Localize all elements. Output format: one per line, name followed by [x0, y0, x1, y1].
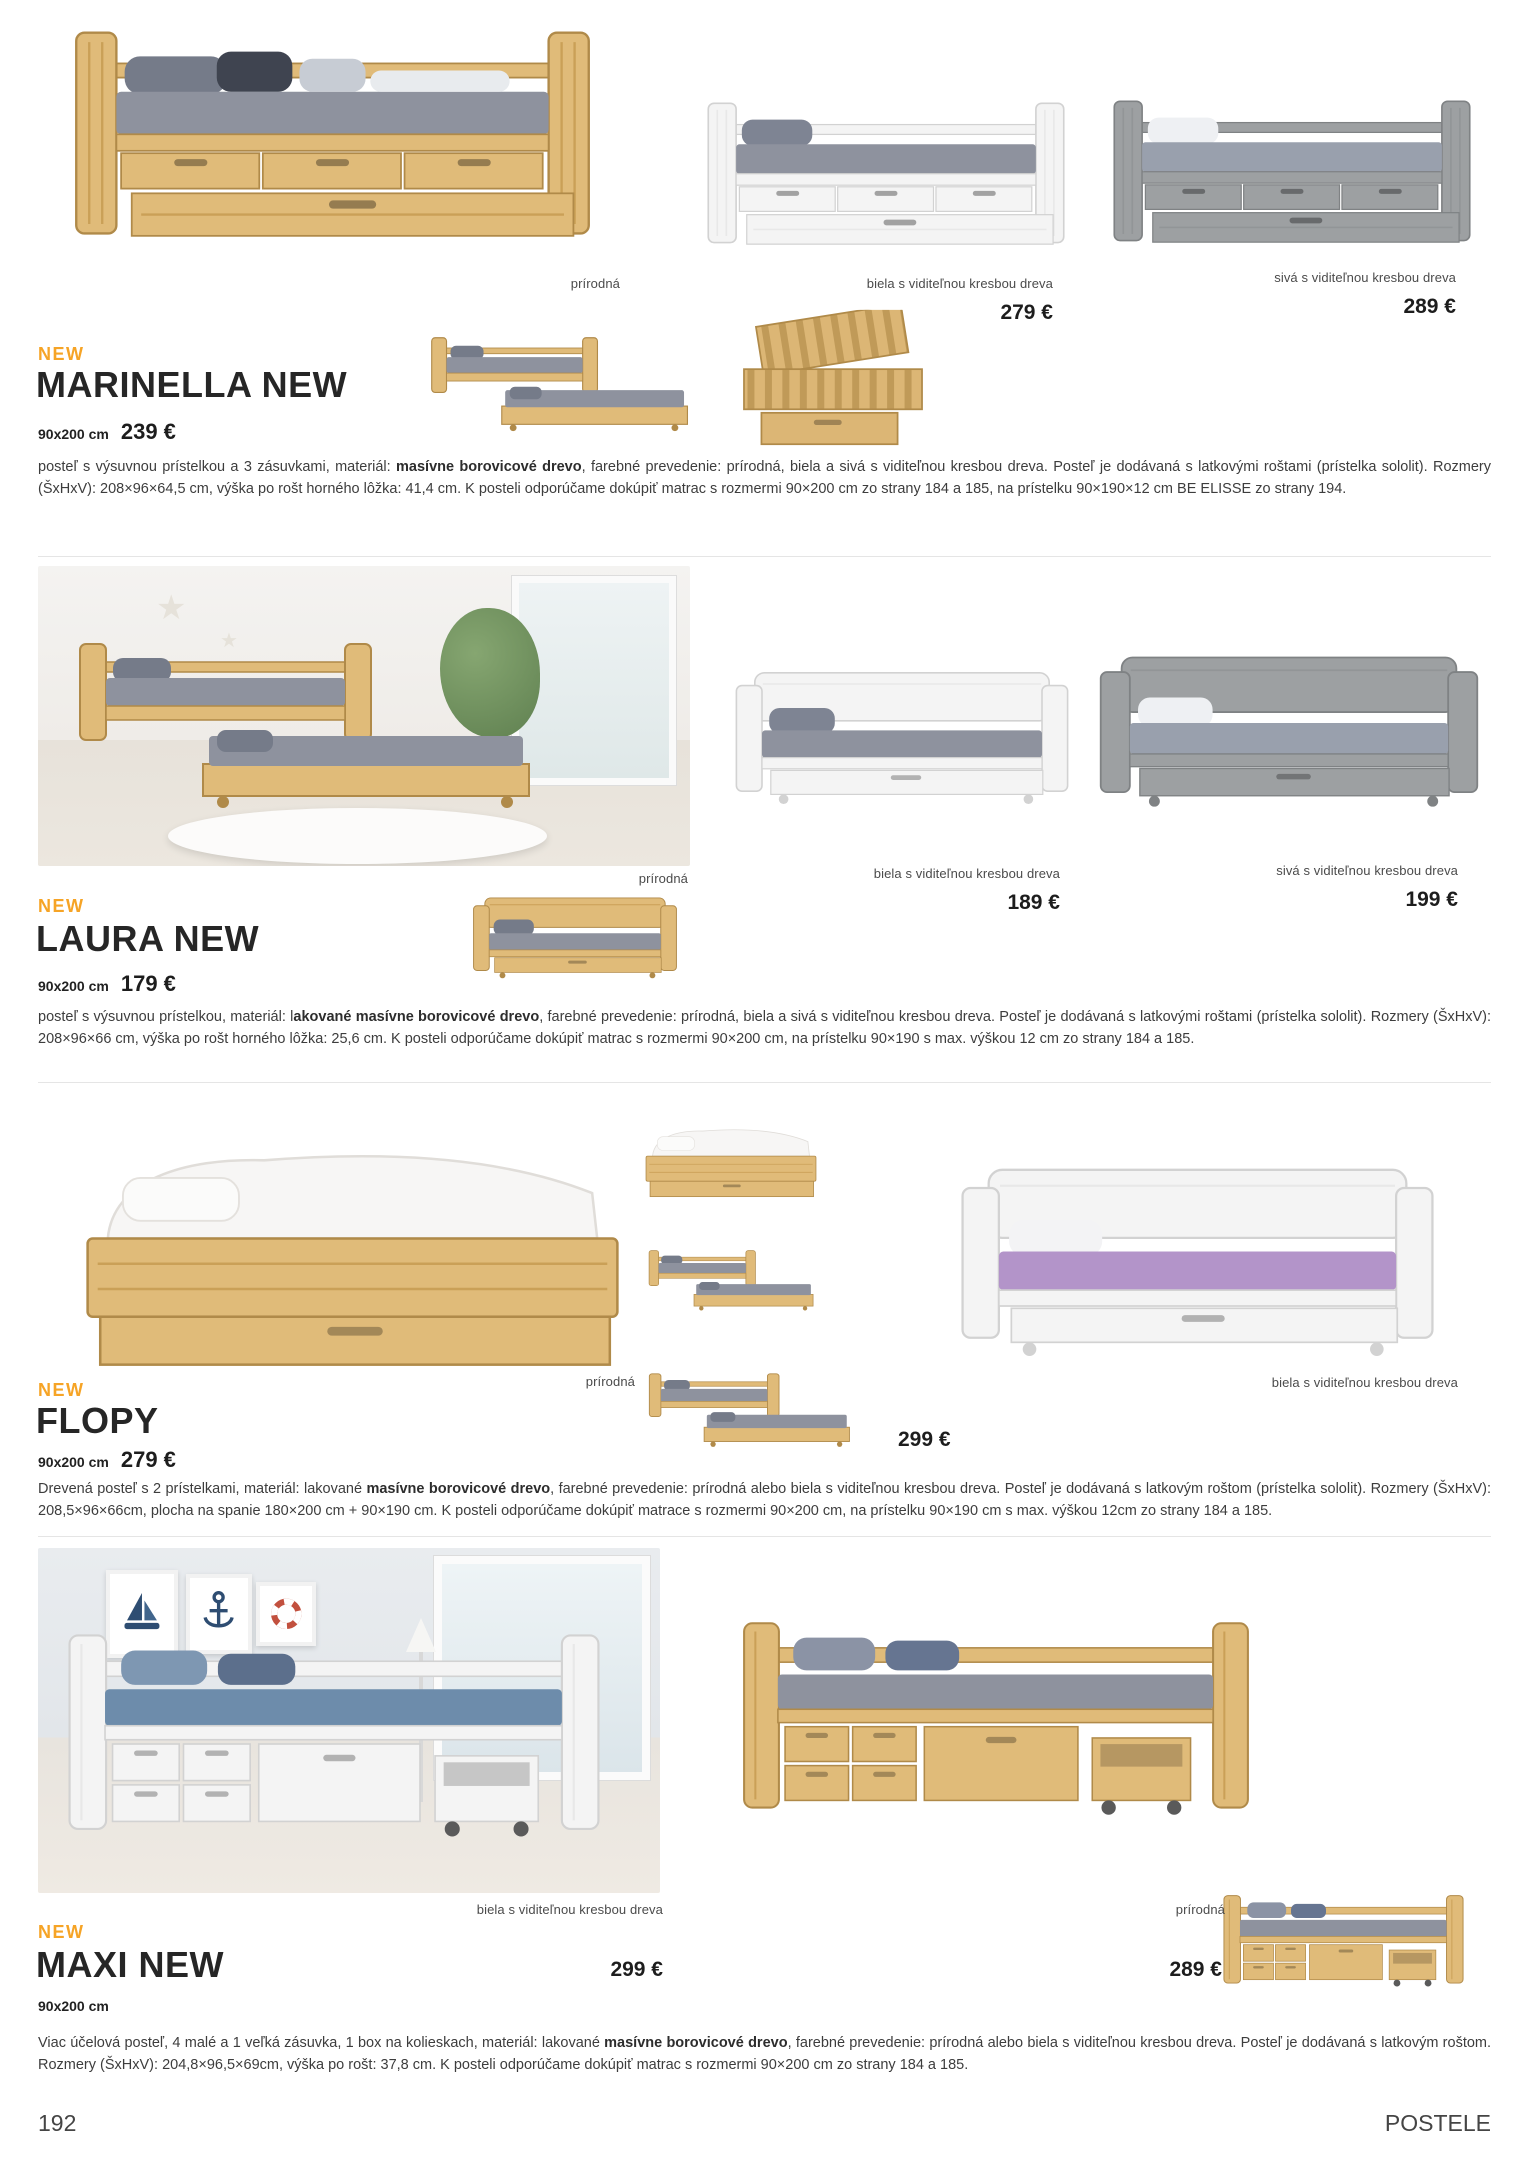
product-description [38, 2032, 1491, 2076]
variant-caption: biela s viditeľnou kresbou dreva [1271, 1375, 1458, 1390]
product-size: 90x200 cm [38, 1454, 109, 1470]
description-bold: masívne borovicové drevo [366, 1481, 551, 1497]
section-divider [38, 1082, 1491, 1083]
photo-marinella-white [700, 100, 1072, 272]
description-bold: masívne borovicové drevo [396, 459, 582, 475]
variant-caption: sivá s viditeľnou kresbou dreva [1274, 270, 1456, 285]
photo-laura-white [734, 640, 1070, 856]
description-text: , farebné prevedenie: prírodná, biela a sivá s viditeľnou kresbou dreva. Posteľ je dodávaná s latkovými roštami (prístelka sololit). Rozmery (ŠxHxV): 208×96×64,5 cm, výška po rošt horného lôžka: 41,4 cm. K posteli odporúčame dokúpiť matrac s rozmermi 90×200 cm zo strany 184 a 185, na prístelku 90×190×12 cm BE ELISSE zo strany 194. [38, 459, 1492, 497]
description-bold: akované masívne borovicové drevo [293, 1009, 540, 1025]
product-name: MAXI NEW [36, 1944, 224, 1985]
photo-laura-grey [1098, 633, 1480, 853]
variant-price: 279 € [1000, 301, 1053, 324]
photo-marinella-trundle-open [430, 330, 692, 456]
section-divider [38, 556, 1491, 557]
description-text: posteľ s výsuvnou prístelkou a 3 zásuvkami, materiál: [38, 459, 397, 475]
photo-flopy-open-small [648, 1368, 853, 1466]
new-badge: NEW [38, 896, 85, 916]
product-name: FLOPY [36, 1400, 159, 1441]
variant-caption: prírodná [570, 276, 620, 291]
section-divider [38, 1536, 1491, 1537]
variant-caption: prírodná [638, 871, 688, 886]
product-description [38, 1006, 1491, 1050]
product-price: 179 € [120, 971, 176, 996]
photo-flopy-natural [75, 1112, 630, 1389]
product-description [38, 456, 1491, 500]
description-text: , farebné prevedenie: prírodná alebo biela s viditeľnou kresbou dreva. Posteľ je dodávaná s latkovým roštom (prístelka sololit). Rozmery (ŠxHxV): 208,5×96×66cm, plocha na spanie 180×200 cm + 90×190 cm. K posteli odporúčame dokúpiť matrace s rozmermi 90×200 cm, na prístelku 90×190 cm s max. výškou 12cm zo strany 184 a 185. [38, 1481, 1491, 1519]
variant-price: 299 € [610, 1958, 663, 1981]
new-badge: NEW [38, 1380, 85, 1400]
photo-marinella-grey [1103, 98, 1481, 270]
page-number: 192 [38, 2110, 77, 2136]
photo-maxi-white-roomscene [38, 1548, 660, 1893]
wall-star-decor: ★ [220, 630, 238, 652]
photo-maxi-natural-small [1222, 1890, 1465, 2012]
product-price: 239 € [120, 419, 176, 444]
variant-price: 289 € [1403, 295, 1456, 318]
variant-price: 289 € [1169, 1958, 1222, 1981]
product-size: 90x200 cm [38, 978, 109, 994]
description-text: , farebné prevedenie: prírodná alebo biela s viditeľnou kresbou dreva. Posteľ je dodávaná s latkovým roštom. Rozmery (ŠxHxV): 204,8×96,5×69cm, výška po rošt: 37,8 cm. K posteli odporúčame dokúpiť matrac s rozmermi 90×200 cm zo strany 184 a 185. [38, 2035, 1492, 2073]
photo-flopy-closed-small [642, 1104, 820, 1216]
size-price-row [38, 1447, 176, 1473]
variant-caption: sivá s viditeľnou kresbou dreva [1276, 863, 1458, 878]
size-price-row [38, 971, 176, 997]
description-bold: masívne borovicové drevo [604, 2035, 788, 2051]
variant-caption: biela s viditeľnou kresbou dreva [873, 866, 1060, 881]
variant-caption: biela s viditeľnou kresbou dreva [866, 276, 1053, 291]
size-price-row [38, 419, 176, 445]
product-description [38, 1478, 1491, 1522]
variant-price: 299 € [898, 1428, 951, 1451]
variant-price: 199 € [1405, 888, 1458, 911]
rug [168, 808, 546, 864]
photo-laura-natural-roomscene [38, 566, 690, 866]
wall-star-decor: ★ [156, 589, 187, 627]
variant-caption: prírodná [585, 1374, 635, 1389]
photo-flopy-half-open-small [648, 1238, 816, 1334]
description-text: Viac účelová posteľ, 4 malé a 1 veľká zásuvka, 1 box na kolieskach, materiál: lakované [38, 2035, 605, 2051]
product-name: MARINELLA NEW [36, 364, 348, 405]
description-text: Drevená posteľ s 2 prístelkami, materiál: lakované [38, 1481, 367, 1497]
description-text: , farebné prevedenie: prírodná, biela a sivá s viditeľnou kresbou dreva. Posteľ je dodávaná s latkovými roštami (prístelka sololit). Rozmery (ŠxHxV): 208×96×66 cm, výška po rošt horného lôžka: 25,6 cm. K posteli odporúčame dokúpiť matrac s rozmermi 90×200 cm, na prístelku 90×190 s max. výškou 12 cm zo strany 184 a 185. [38, 1009, 1492, 1047]
product-size: 90x200 cm [38, 1998, 109, 2014]
page-section-label: POSTELE [1384, 2110, 1491, 2136]
photo-maxi-natural [740, 1586, 1252, 1894]
variant-caption: biela s viditeľnou kresbou dreva [476, 1902, 663, 1917]
bed-illustration [54, 1629, 614, 1887]
new-badge: NEW [38, 344, 85, 364]
new-badge: NEW [38, 1922, 85, 1942]
photo-laura-natural-small [463, 895, 687, 993]
product-size: 90x200 cm [38, 426, 109, 442]
product-price: 279 € [120, 1447, 176, 1472]
photo-marinella-slatted-frame [737, 308, 929, 460]
photo-marinella-natural [40, 28, 625, 276]
product-name: LAURA NEW [36, 918, 260, 959]
variant-price: 189 € [1007, 891, 1060, 914]
description-text: posteľ s výsuvnou prístelkou, materiál: l [38, 1009, 294, 1025]
photo-flopy-white [915, 1163, 1480, 1390]
variant-caption: prírodná [1175, 1902, 1225, 1917]
size-price-row [38, 1998, 109, 2014]
